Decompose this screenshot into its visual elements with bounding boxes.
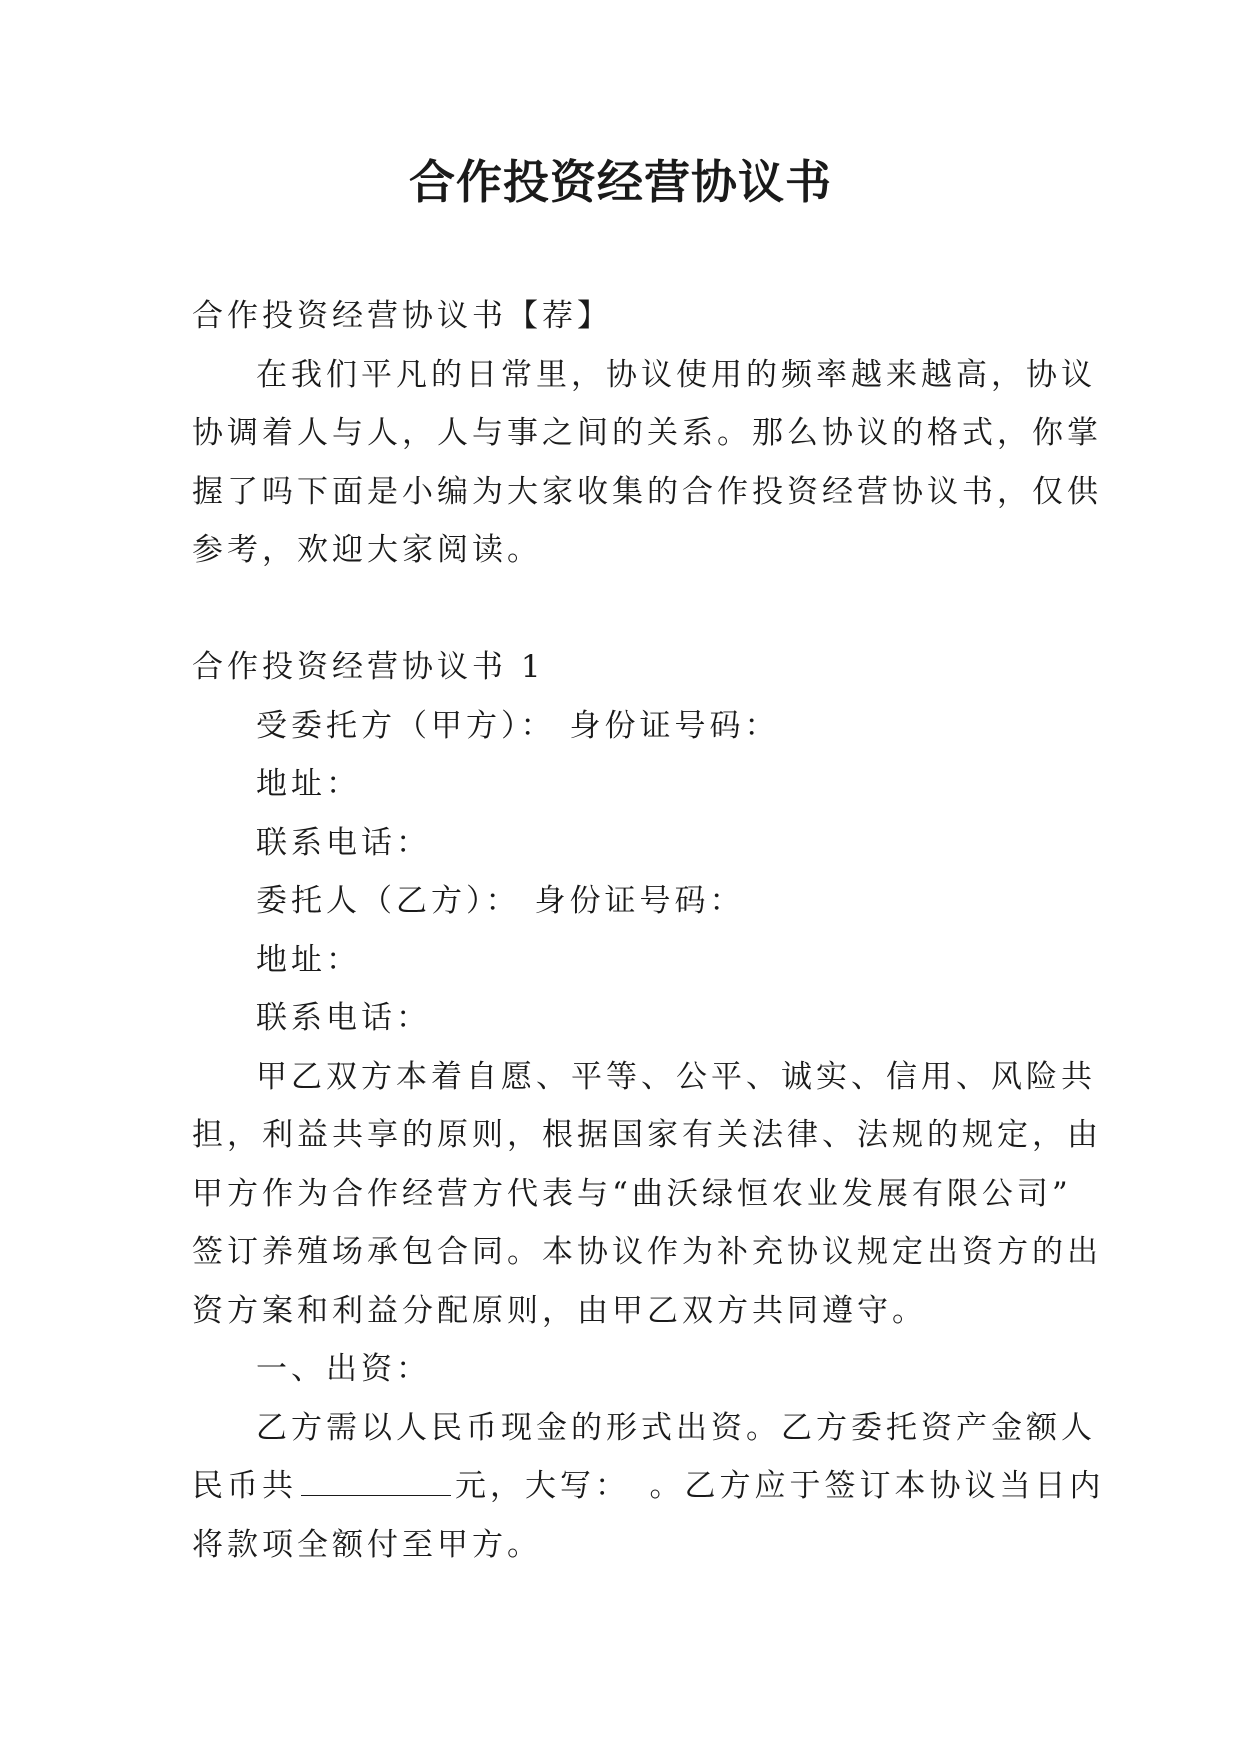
principle-line-4: 签订养殖场承包合同。本协议作为补充协议规定出资方的出 <box>192 1234 1102 1270</box>
principle-line-1: 甲乙双方本着自愿、平等、公平、诚实、信用、风险共 <box>256 1058 1096 1095</box>
party-a-id-label: 身份证号码： <box>569 707 780 744</box>
principle-line-2: 担，利益共享的原则，根据国家有关法律、法规的规定，由 <box>192 1117 1102 1153</box>
clause-1-line-2 <box>192 1457 1105 1516</box>
section-heading: 合作投资经营协议书 1 <box>192 649 545 685</box>
principle-line-3: 甲方作为合作经营方代表与“曲沃绿恒农业发展有限公司” <box>192 1175 1072 1212</box>
intro-line-2: 协调着人与人，人与事之间的关系。那么协议的格式，你掌 <box>192 415 1102 451</box>
party-b-role-line <box>192 872 1050 931</box>
document-body <box>192 287 1105 1574</box>
party-b-id-label: 身份证号码： <box>534 883 745 919</box>
party-b-role-label: 委托人（乙方）： <box>256 883 521 919</box>
document-title: 合作投资经营协议书 <box>409 155 832 209</box>
party-a-role-line <box>192 697 1050 756</box>
party-a-phone-label: 联系电话： <box>256 824 431 861</box>
party-a-address-label: 地址： <box>256 766 361 802</box>
party-b-address-label: 地址： <box>256 941 361 978</box>
clause-1-amount-suffix: 元，大写： 。乙方应于签订本协议当日内 <box>455 1468 1105 1504</box>
amount-blank-field <box>301 1467 451 1496</box>
clause-1-line-3: 将款项全额付至甲方。 <box>192 1526 542 1563</box>
clause-1-heading: 一、出资： <box>256 1351 431 1387</box>
paragraph-gap <box>192 580 1050 639</box>
party-a-role-label: 受委托方（甲方）： <box>256 707 556 744</box>
clause-1-amount-prefix: 民币共 <box>192 1468 297 1504</box>
document-subtitle: 合作投资经营协议书【荐】 <box>192 298 612 334</box>
intro-line-4: 参考，欢迎大家阅读。 <box>192 532 542 568</box>
clause-1-line-1: 乙方需以人民币现金的形式出资。乙方委托资产金额人 <box>256 1409 1096 1446</box>
intro-line-1: 在我们平凡的日常里，协议使用的频率越来越高，协议 <box>256 356 1096 393</box>
principle-line-5: 资方案和利益分配原则，由甲乙双方共同遵守。 <box>192 1292 927 1329</box>
intro-line-3: 握了吗下面是小编为大家收集的合作投资经营协议书，仅供 <box>192 473 1102 510</box>
party-b-phone-label: 联系电话： <box>256 1000 431 1036</box>
